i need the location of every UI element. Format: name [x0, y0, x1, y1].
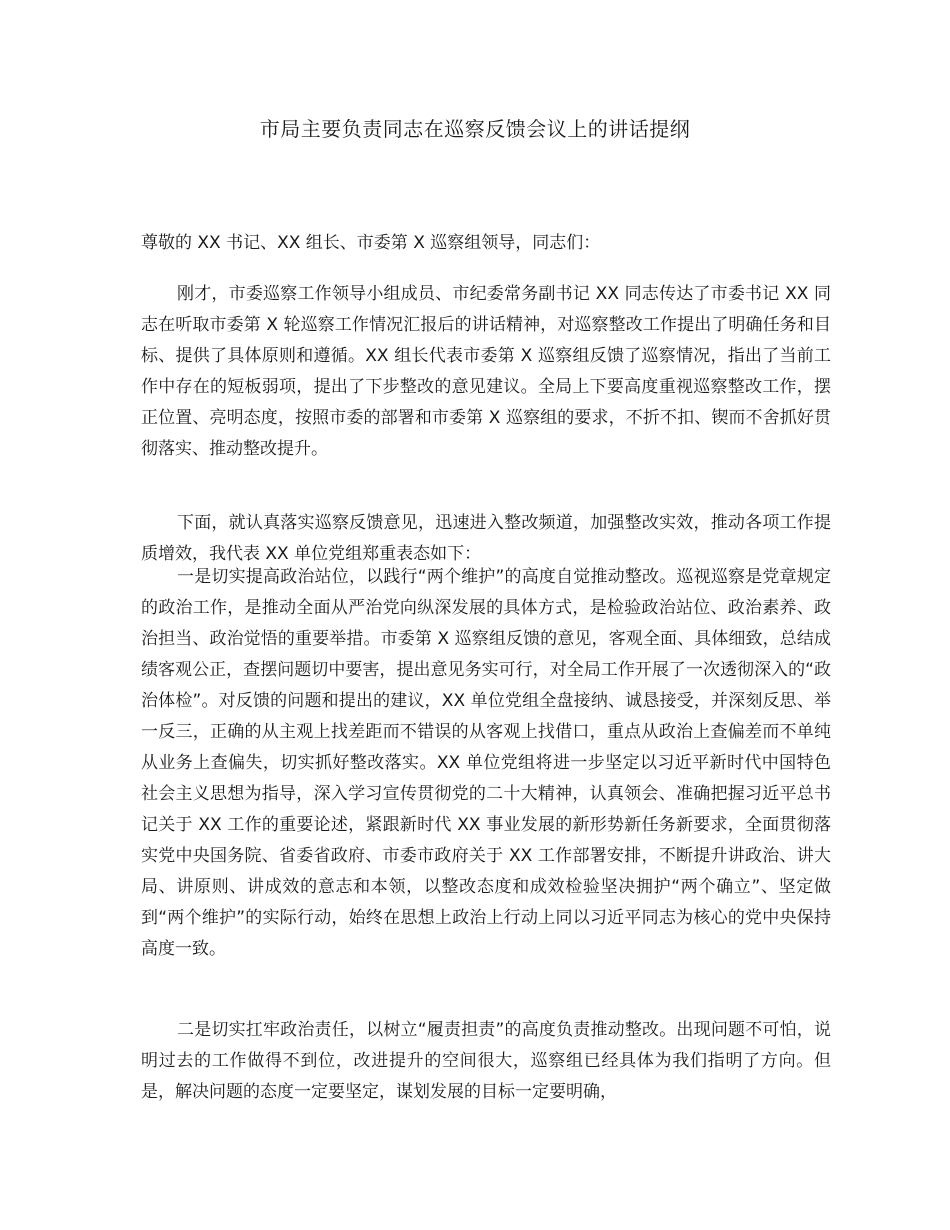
salutation-text: 尊敬的 XX 书记、XX 组长、市委第 X 巡察组领导，同志们：: [141, 233, 601, 253]
paragraph-2: [141, 508, 831, 570]
paragraph-text: 一是切实提高政治站位，以践行“两个维护”的高度自觉推动整改。巡视巡察是党章规定的政治工作，是推动全面从严治党向纵深发展的具体方式，是检验政治站位、政治素养、政治担当、政治觉悟的重要举措。市委第 X 巡察组反馈的意见，客观全面、具体细致，总结成绩客观公正，查摆问题切中要害，提出意见务实可行，对全局工作开展了一次透彻深入的“政治体检”。对反馈的问题和提出的建议，XX 单位党组全盘接纳、诚恳接受，并深刻反思、举一反三，正确的从主观上找差距而不错误的从客观上找借口，重点从政治上查偏差而不单纯从业务上查偏失，切实抓好整改落实。XX 单位党组将进一步坚定以习近平新时代中国特色社会主义思想为指导，深入学习宣传贯彻党的二十大精神，认真领会、准确把握习近平总书记关于 XX 工作的重要论述，紧跟新时代 XX 事业发展的新形势新任务新要求，全面贯彻落实党中央国务院、省委省政府、市委市政府关于 XX 工作部署安排，不断提升讲政治、讲大局、讲原则、讲成效的意志和本领，以整改态度和成效检验坚决拥护“两个确立”、坚定做到“两个维护”的实际行动，始终在思想上政治上行动上同以习近平同志为核心的党中央保持高度一致。: [141, 567, 831, 959]
paragraph-text: 刚才，市委巡察工作领导小组成员、市纪委常务副书记 XX 同志传达了市委书记 XX 同志在听取市委第 X 轮巡察工作情况汇报后的讲话精神，对巡察整改工作提出了明确任务和目标、提供了具体原则和遵循。XX 组长代表市委第 X 巡察组反馈了巡察情况，指出了当前工作中存在的短板弱项，提出了下步整改的意见建议。全局上下要高度重视巡察整改工作，摆正位置、亮明态度，按照市委的部署和市委第 X 巡察组的要求，不折不扣、锲而不舍抓好贯彻落实、推动整改提升。: [141, 284, 831, 459]
paragraph-text: 下面，就认真落实巡察反馈意见，迅速进入整改频道，加强整改实效，推动各项工作提质增效，我代表 XX 单位党组郑重表态如下：: [141, 513, 831, 564]
paragraph-3: [141, 562, 831, 965]
paragraph-1: [141, 279, 831, 465]
salutation: [141, 228, 831, 259]
document-title: 市局主要负责同志在巡察反馈会议上的讲话提纲: [259, 117, 691, 141]
paragraph-text: 二是切实扛牢政治责任，以树立“履责担责”的高度负责推动整改。出现问题不可怕，说明过去的工作做得不到位，改进提升的空间很大，巡察组已经具体为我们指明了方向。但是，解决问题的态度一定要坚定，谋划发展的目标一定要明确，: [141, 1020, 831, 1102]
paragraph-4: [141, 1015, 831, 1108]
